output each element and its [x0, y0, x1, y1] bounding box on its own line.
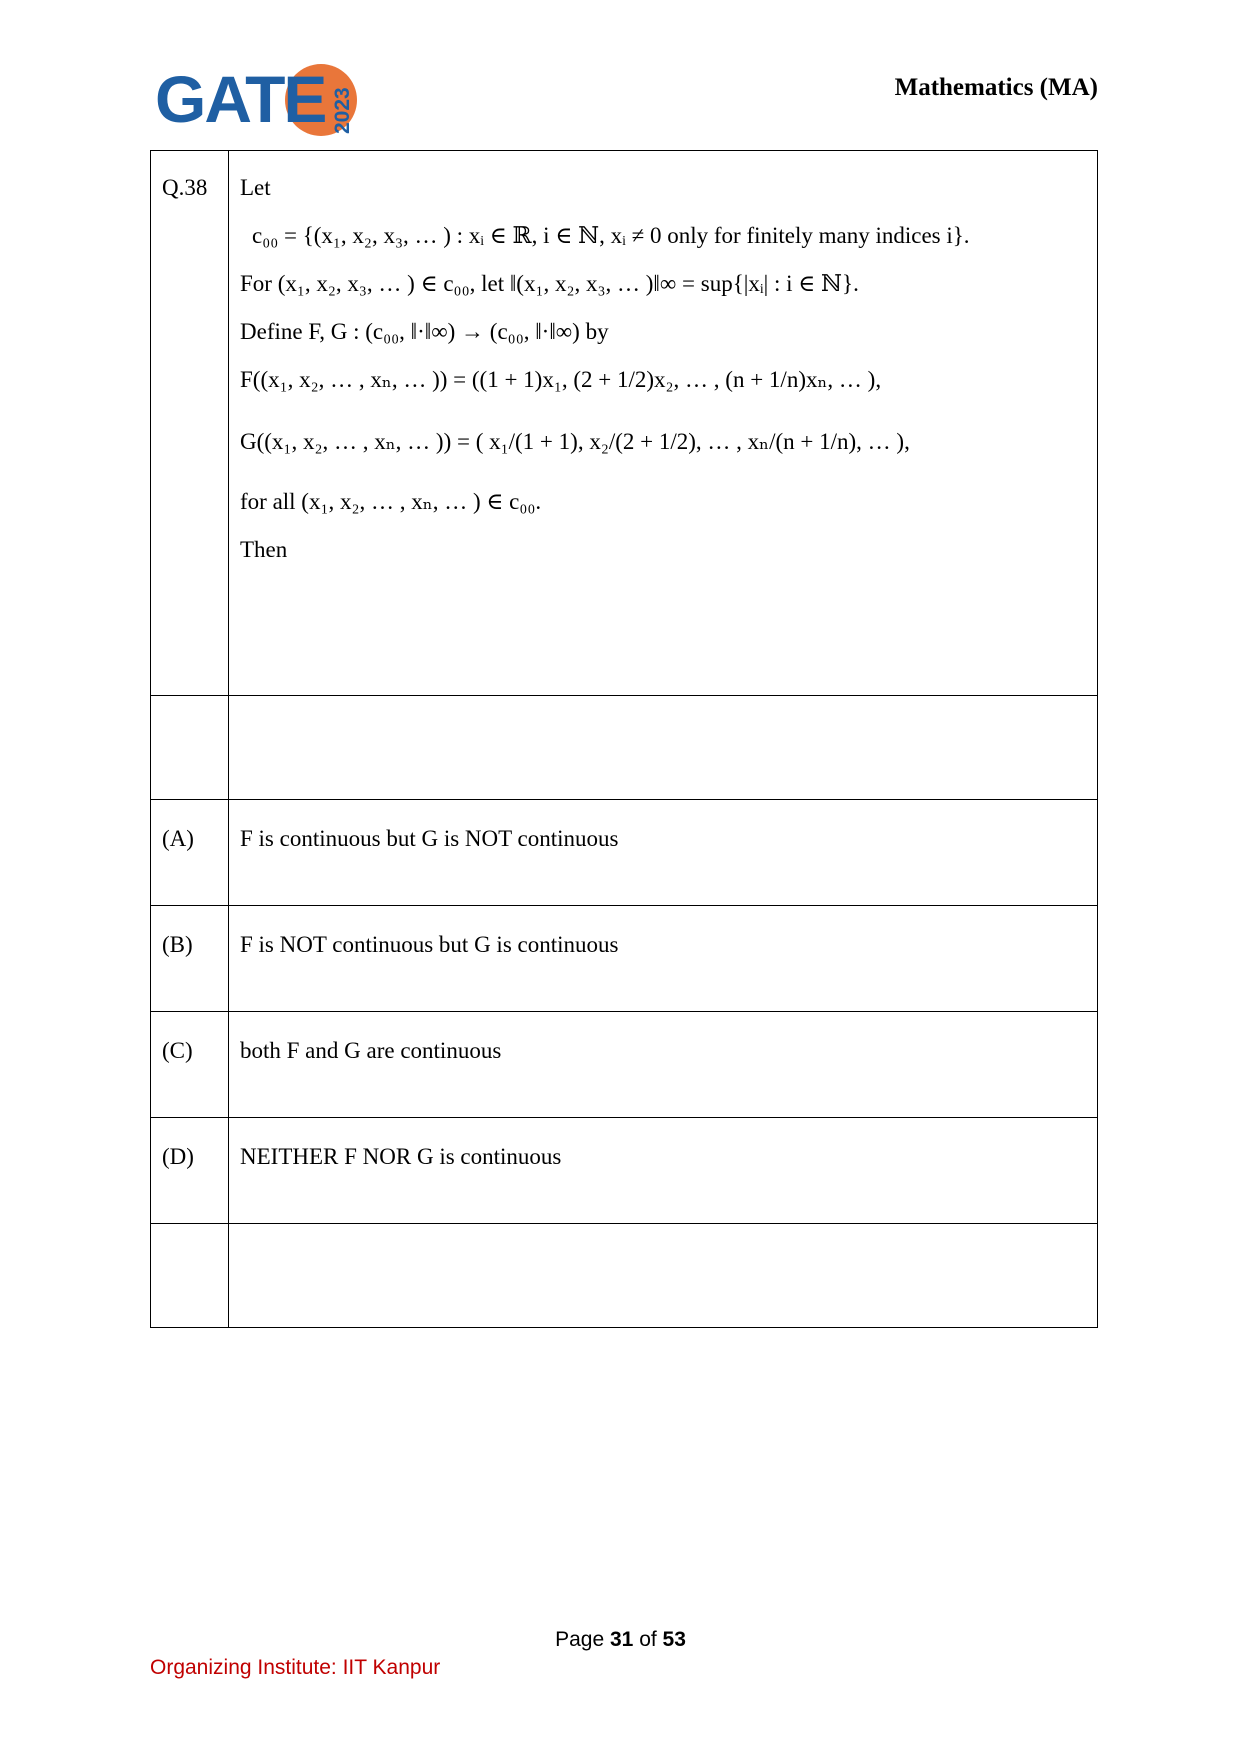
paper-title: Mathematics (MA): [894, 74, 1098, 101]
statement-line-7: for all (x₁, x₂, … , xₙ, … ) ∈ c₀₀.: [240, 489, 542, 514]
page-total: 53: [662, 1628, 686, 1651]
option-d-text[interactable]: NEITHER F NOR G is continuous: [229, 1118, 1098, 1224]
option-c-row[interactable]: [151, 1012, 1098, 1118]
statement-line-3: For (x₁, x₂, x₃, … ) ∈ c₀₀, let ‖(x₁, x₂, x₃, … )‖∞ = sup{|xᵢ| : i ∈ ℕ}.: [240, 271, 859, 296]
option-a-label: (A): [151, 800, 229, 906]
blank-cell: [151, 1224, 229, 1328]
statement-line-5: F((x₁, x₂, … , xₙ, … )) = ((1 + 1)x₁, (2 + 1/2)x₂, … , (n + 1/n)xₙ, … ),: [240, 367, 882, 392]
page-of: of: [639, 1628, 657, 1651]
question-statement: [229, 151, 1098, 696]
blank-cell: [151, 696, 229, 800]
option-d-row[interactable]: [151, 1118, 1098, 1224]
question-number: Q.38: [151, 151, 229, 696]
statement-line-4: Define F, G : (c₀₀, ‖·‖∞) → (c₀₀, ‖·‖∞) by: [240, 319, 609, 344]
statement-line-1: Let: [240, 175, 271, 200]
blank-cell: [229, 1224, 1098, 1328]
question-table: [150, 150, 1098, 1328]
option-b-text[interactable]: F is NOT continuous but G is continuous: [229, 906, 1098, 1012]
option-b-row[interactable]: [151, 906, 1098, 1012]
statement-line-2: c₀₀ = {(x₁, x₂, x₃, … ) : xᵢ ∈ ℝ, i ∈ ℕ, xᵢ ≠ 0 only for finitely many indices i}.: [252, 223, 970, 248]
option-a-text[interactable]: F is continuous but G is NOT continuous: [229, 800, 1098, 906]
page-number: [0, 1628, 1241, 1652]
option-c-label: (C): [151, 1012, 229, 1118]
option-d-label: (D): [151, 1118, 229, 1224]
statement-line-8: Then: [240, 537, 288, 562]
organizer-text: Organizing Institute: IIT Kanpur: [150, 1656, 441, 1679]
page-prefix: Page: [555, 1628, 605, 1651]
option-a-row[interactable]: [151, 800, 1098, 906]
blank-cell: [229, 696, 1098, 800]
gate-logo: [155, 58, 365, 140]
page-current: 31: [609, 1628, 634, 1651]
option-b-label: (B): [151, 906, 229, 1012]
logo-text: GATE: [155, 62, 326, 136]
logo-year: 2023: [331, 87, 354, 134]
statement-line-6: G((x₁, x₂, … , xₙ, … )) = ( x₁/(1 + 1), x₂/(2 + 1/2), … , xₙ/(n + 1/n), … ),: [240, 429, 910, 454]
option-c-text[interactable]: both F and G are continuous: [229, 1012, 1098, 1118]
